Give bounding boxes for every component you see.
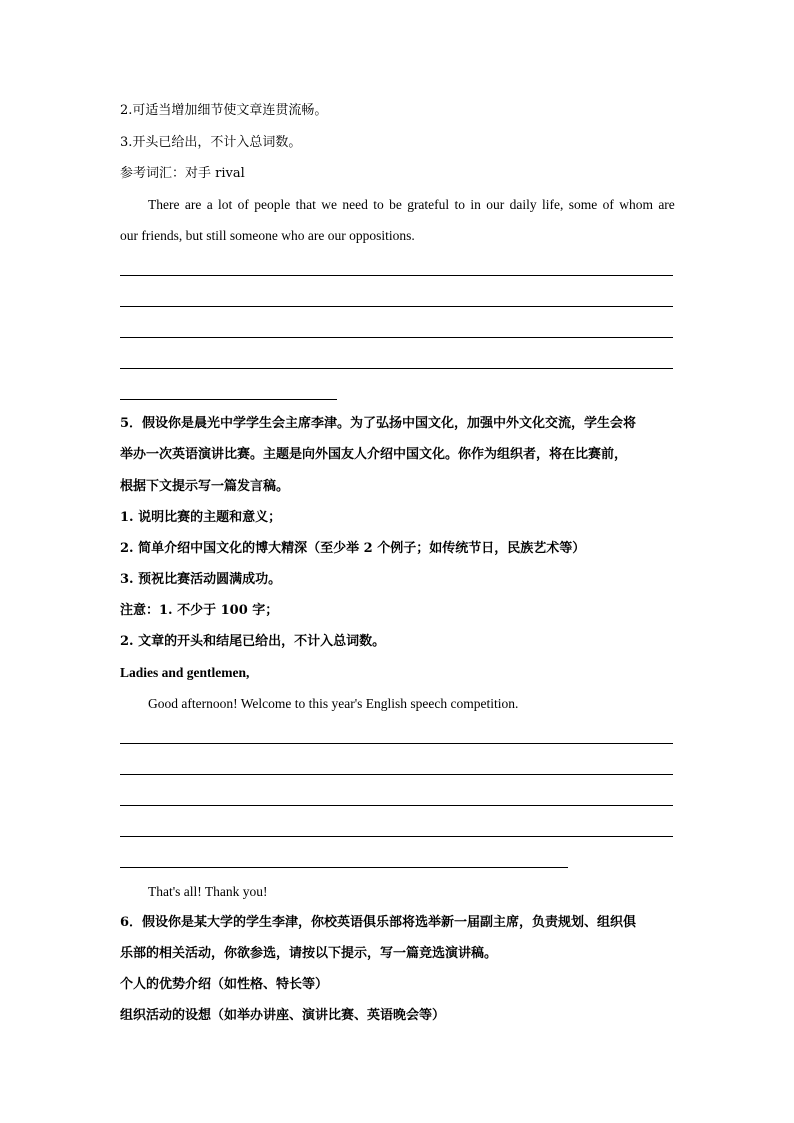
answer-line: [120, 306, 673, 307]
answer-line: [120, 836, 673, 837]
opening-word: in: [470, 197, 481, 212]
opening-word: we: [321, 197, 337, 212]
answer-line: [120, 337, 673, 338]
task5-prompt-line-1: 5．假设你是晨光中学学生会主席李津。为了弘扬中国文化，加强中外文化交流，学生会将: [120, 416, 637, 431]
answer-line-short: [120, 867, 568, 868]
task4-vocabulary: 参考词汇：对手 rival: [120, 166, 245, 181]
opening-word: of: [237, 197, 249, 212]
opening-word: whom: [619, 197, 653, 212]
opening-word: to: [454, 197, 466, 212]
task5-prompt-line-3: 根据下文提示写一篇发言稿。: [120, 479, 290, 494]
answer-line: [120, 805, 673, 806]
task4-requirement-3: 3.开头已给出，不计入总词数。: [120, 135, 302, 150]
answer-line: [120, 743, 673, 744]
opening-word: There: [148, 197, 180, 212]
task5-point-3: 3. 预祝比赛活动圆满成功。: [120, 572, 282, 587]
answer-line: [120, 368, 673, 369]
task5-opening: Good afternoon! Welcome to this year's English speech competition.: [148, 696, 519, 711]
answer-line: [120, 275, 673, 276]
opening-word: our: [486, 197, 505, 212]
opening-word: daily: [509, 197, 537, 212]
task6-prompt-line-1: 6．假设你是某大学的学生李津，你校英语俱乐部将选举新一届副主席，负责规划、组织俱: [120, 915, 637, 930]
opening-word: some: [568, 197, 598, 212]
task6-point-1: 个人的优势介绍（如性格、特长等）: [120, 977, 329, 992]
opening-word: of: [602, 197, 614, 212]
task4-requirement-2: 2.可适当增加细节使文章连贯流畅。: [120, 103, 328, 118]
task6-point-2: 组织活动的设想（如举办讲座、演讲比赛、英语晚会等）: [120, 1008, 446, 1023]
task5-note-1: 注意：1. 不少于 100 字；: [120, 603, 279, 618]
opening-word: need: [342, 197, 368, 212]
opening-word: people: [254, 197, 291, 212]
task5-prompt-line-2: 举办一次英语演讲比赛。主题是向外国友人介绍中国文化。你作为组织者，将在比赛前，: [120, 447, 628, 462]
task4-opening-line-2: our friends, but still someone who are our oppositions.: [120, 228, 415, 243]
task6-prompt-line-2: 乐部的相关活动，你欲参选，请按以下提示，写一篇竞选演讲稿。: [120, 946, 498, 961]
task5-point-1: 1. 说明比赛的主题和意义；: [120, 510, 282, 525]
task4-opening-line-1: [148, 197, 675, 213]
task5-salutation: Ladies and gentlemen,: [120, 665, 250, 680]
opening-word: life,: [542, 197, 564, 212]
opening-word: are: [184, 197, 202, 212]
opening-word: lot: [218, 197, 233, 212]
opening-word: are: [658, 197, 675, 212]
opening-word: that: [295, 197, 316, 212]
opening-word: to: [373, 197, 384, 212]
answer-line-short: [120, 399, 337, 400]
task5-closing: That's all! Thank you!: [148, 884, 268, 899]
opening-word: grateful: [407, 197, 450, 212]
task5-note-2: 2. 文章的开头和结尾已给出，不计入总词数。: [120, 634, 386, 649]
task5-point-2: 2. 简单介绍中国文化的博大精深（至少举 2 个例子；如传统节日，民族艺术等）: [120, 541, 586, 556]
opening-word: a: [206, 197, 213, 212]
opening-word: be: [389, 197, 402, 212]
answer-line: [120, 774, 673, 775]
